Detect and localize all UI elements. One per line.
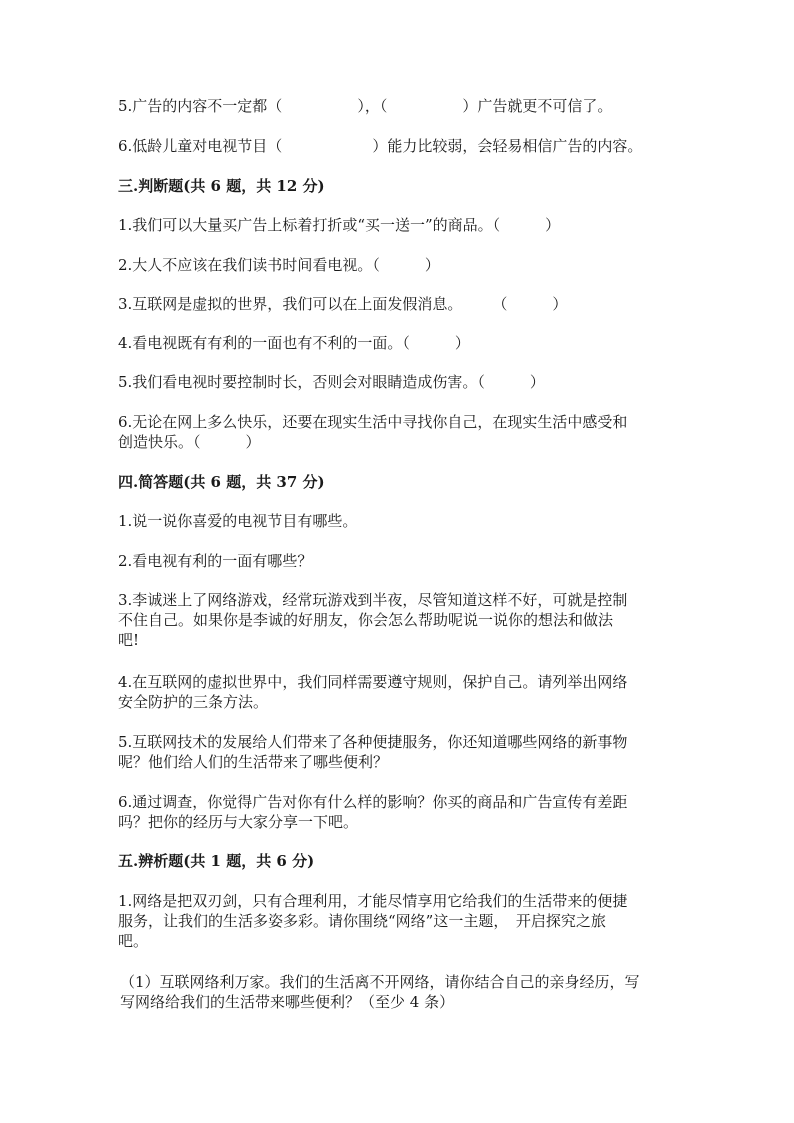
short-answer-question-6-line-1: 6.通过调查，你觉得广告对你有什么样的影响？你买的商品和广告宣传有差距	[118, 793, 628, 811]
short-answer-question-5-line-1: 5.互联网技术的发展给人们带来了各种便捷服务，你还知道哪些网络的新事物	[118, 733, 628, 751]
analysis-question-1-line-1: 1.网络是把双刃剑，只有合理利用，才能尽情享用它给我们的生活带来的便捷	[118, 892, 628, 910]
judge-question-6-line-2: 创造快乐。（ ）	[118, 433, 261, 451]
short-answer-question-3-line-2: 不住自己。如果你是李诚的好朋友，你会怎么帮助呢说一说你的想法和做法	[118, 611, 614, 629]
short-answer-question-3-line-3: 吧!	[118, 631, 140, 649]
short-answer-question-2: 2.看电视有利的一面有哪些？	[118, 552, 313, 570]
judge-question-2: 2.大人不应该在我们读书时间看电视。（ ）	[118, 256, 440, 274]
judge-question-5: 5.我们看电视时要控制时长，否则会对眼睛造成伤害。（ ）	[118, 373, 545, 391]
fill-in-question-6: 6.低龄儿童对电视节目（ ）能力比较弱，会轻易相信广告的内容。	[118, 137, 643, 155]
judge-question-6-line-1: 6.无论在网上多么快乐，还要在现实生活中寻找你自己，在现实生活中感受和	[118, 413, 628, 431]
short-answer-question-1: 1.说一说你喜爱的电视节目有哪些。	[118, 512, 358, 530]
judge-question-4: 4.看电视既有有利的一面也有不利的一面。（ ）	[118, 334, 470, 352]
analysis-subquestion-1-line-2: 写网络给我们的生活带来哪些便利？（至少 4 条）	[120, 993, 455, 1011]
section-4-title: 四.简答题(共 6 题，共 37 分)	[118, 473, 325, 491]
judge-question-3: 3.互联网是虚拟的世界，我们可以在上面发假消息。 （ ）	[118, 295, 568, 313]
section-3-title: 三.判断题(共 6 题，共 12 分)	[118, 177, 325, 195]
judge-question-1: 1.我们可以大量买广告上标着打折或“买一送一”的商品。（ ）	[118, 216, 561, 234]
fill-in-question-5: 5.广告的内容不一定都（ ），（ ）广告就更不可信了。	[118, 97, 613, 115]
short-answer-question-4-line-1: 4.在互联网的虚拟世界中，我们同样需要遵守规则，保护自己。请列举出网络	[118, 673, 628, 691]
short-answer-question-4-line-2: 安全防护的三条方法。	[118, 693, 269, 711]
analysis-subquestion-1-line-1: （1）互联网络利万家。我们的生活离不开网络，请你结合自己的亲身经历，写	[120, 973, 640, 991]
analysis-question-1-line-3: 吧。	[118, 932, 149, 950]
analysis-question-1-line-2: 服务，让我们的生活多姿多彩。请你围绕“网络”这一主题， 开启探究之旅	[118, 912, 606, 930]
section-5-title: 五.辨析题(共 1 题，共 6 分)	[118, 852, 315, 870]
short-answer-question-5-line-2: 呢？他们给人们的生活带来了哪些便利？	[118, 753, 389, 771]
short-answer-question-3-line-1: 3.李诚迷上了网络游戏，经常玩游戏到半夜，尽管知道这样不好，可就是控制	[118, 591, 628, 609]
short-answer-question-6-line-2: 吗？把你的经历与大家分享一下吧。	[118, 813, 359, 831]
